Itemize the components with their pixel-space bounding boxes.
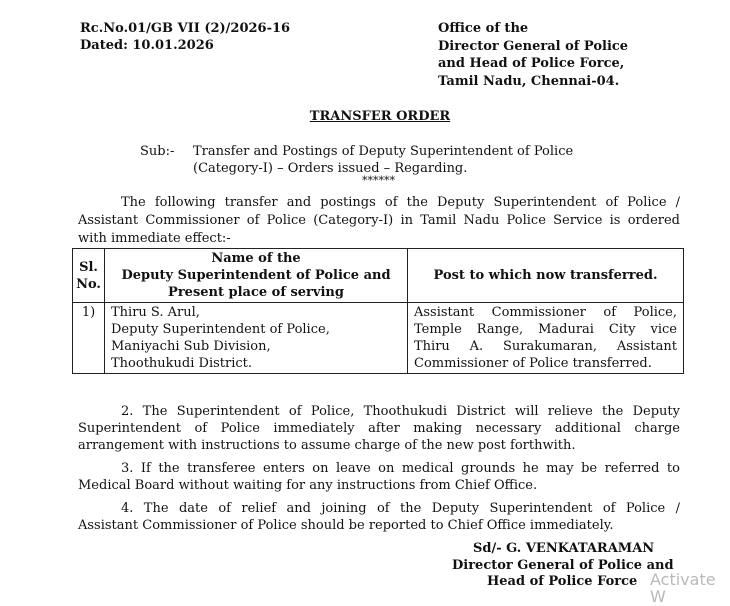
para4-line-1: 4. The date of relief and joining of the Deputy Superintendent of Police / bbox=[121, 501, 680, 516]
post-header: Post to which now transferred. bbox=[408, 249, 684, 303]
post-line-3: Thiru A. Surakumaran, Assistant bbox=[414, 339, 677, 354]
intro-line-2: Assistant Commissioner of Police (Category-I) in Tamil Nadu Police Service is ordered bbox=[78, 213, 680, 228]
intro-line-1: The following transfer and postings of the Deputy Superintendent of Police / bbox=[121, 195, 680, 210]
row-officer-name bbox=[105, 303, 408, 374]
office-line-4: Tamil Nadu, Chennai-04. bbox=[438, 74, 620, 89]
para2-line-2: Superintendent of Police immediately after making necessary additional charge bbox=[78, 421, 680, 436]
signatory-name: Sd/- G. VENKATARAMAN bbox=[473, 541, 655, 556]
para3-line-1: 3. If the transferee enters on leave on medical grounds he may be referred to bbox=[121, 461, 680, 476]
row-new-post bbox=[408, 303, 684, 374]
post-line-2: Temple Range, Madurai City vice bbox=[414, 322, 677, 337]
para2-line-1: 2. The Superintendent of Police, Thoothukudi District will relieve the Deputy bbox=[121, 404, 680, 419]
subject-label: Sub:- bbox=[140, 144, 175, 159]
activate-windows-watermark: Activate W bbox=[650, 570, 716, 606]
officer-line-4: Thoothukudi District. bbox=[111, 356, 253, 371]
name-header-line-3: Present place of serving bbox=[168, 285, 344, 300]
post-line-1: Assistant Commissioner of Police, bbox=[414, 305, 677, 320]
document-title: TRANSFER ORDER bbox=[309, 109, 451, 124]
reference-number: Rc.No.01/GB VII (2)/2026-16 bbox=[80, 21, 291, 36]
name-header bbox=[105, 249, 408, 303]
transfer-table bbox=[72, 248, 684, 374]
sl-header-line-1: Sl. bbox=[79, 259, 98, 275]
officer-line-2: Deputy Superintendent of Police, bbox=[111, 322, 330, 337]
sl-header-line-2: No. bbox=[76, 276, 101, 292]
intro-line-3: with immediate effect:- bbox=[78, 231, 231, 246]
para3-line-2: Medical Board without waiting for any instructions from Chief Office. bbox=[78, 478, 538, 493]
office-line-2: Director General of Police bbox=[438, 39, 629, 54]
name-header-line-1: Name of the bbox=[211, 251, 301, 266]
para2-line-3: arrangement with instructions to assume charge of the new post forthwith. bbox=[78, 438, 576, 453]
officer-line-3: Maniyachi Sub Division, bbox=[111, 339, 271, 354]
name-header-line-2: Deputy Superintendent of Police and bbox=[121, 268, 391, 283]
signatory-title-2: Head of Police Force bbox=[487, 574, 638, 589]
subject-line-1: Transfer and Postings of Deputy Superintendent of Police bbox=[193, 144, 574, 159]
table-header-row bbox=[73, 249, 684, 303]
signatory-title-1: Director General of Police and bbox=[452, 558, 674, 573]
row-sl-no: 1) bbox=[73, 303, 105, 374]
subject-separator: ****** bbox=[362, 174, 395, 187]
post-line-4: Commissioner of Police transferred. bbox=[414, 356, 652, 371]
office-line-3: and Head of Police Force, bbox=[438, 56, 625, 71]
para4-line-2: Assistant Commissioner of Police should be reported to Chief Office immediately. bbox=[78, 518, 614, 533]
office-line-1: Office of the bbox=[438, 21, 529, 36]
table-row bbox=[73, 303, 684, 374]
subject-line-2: (Category-I) – Orders issued – Regarding. bbox=[193, 161, 468, 176]
officer-line-1: Thiru S. Arul, bbox=[111, 305, 200, 320]
order-date: Dated: 10.01.2026 bbox=[80, 38, 214, 53]
sl-no-header bbox=[73, 249, 105, 303]
